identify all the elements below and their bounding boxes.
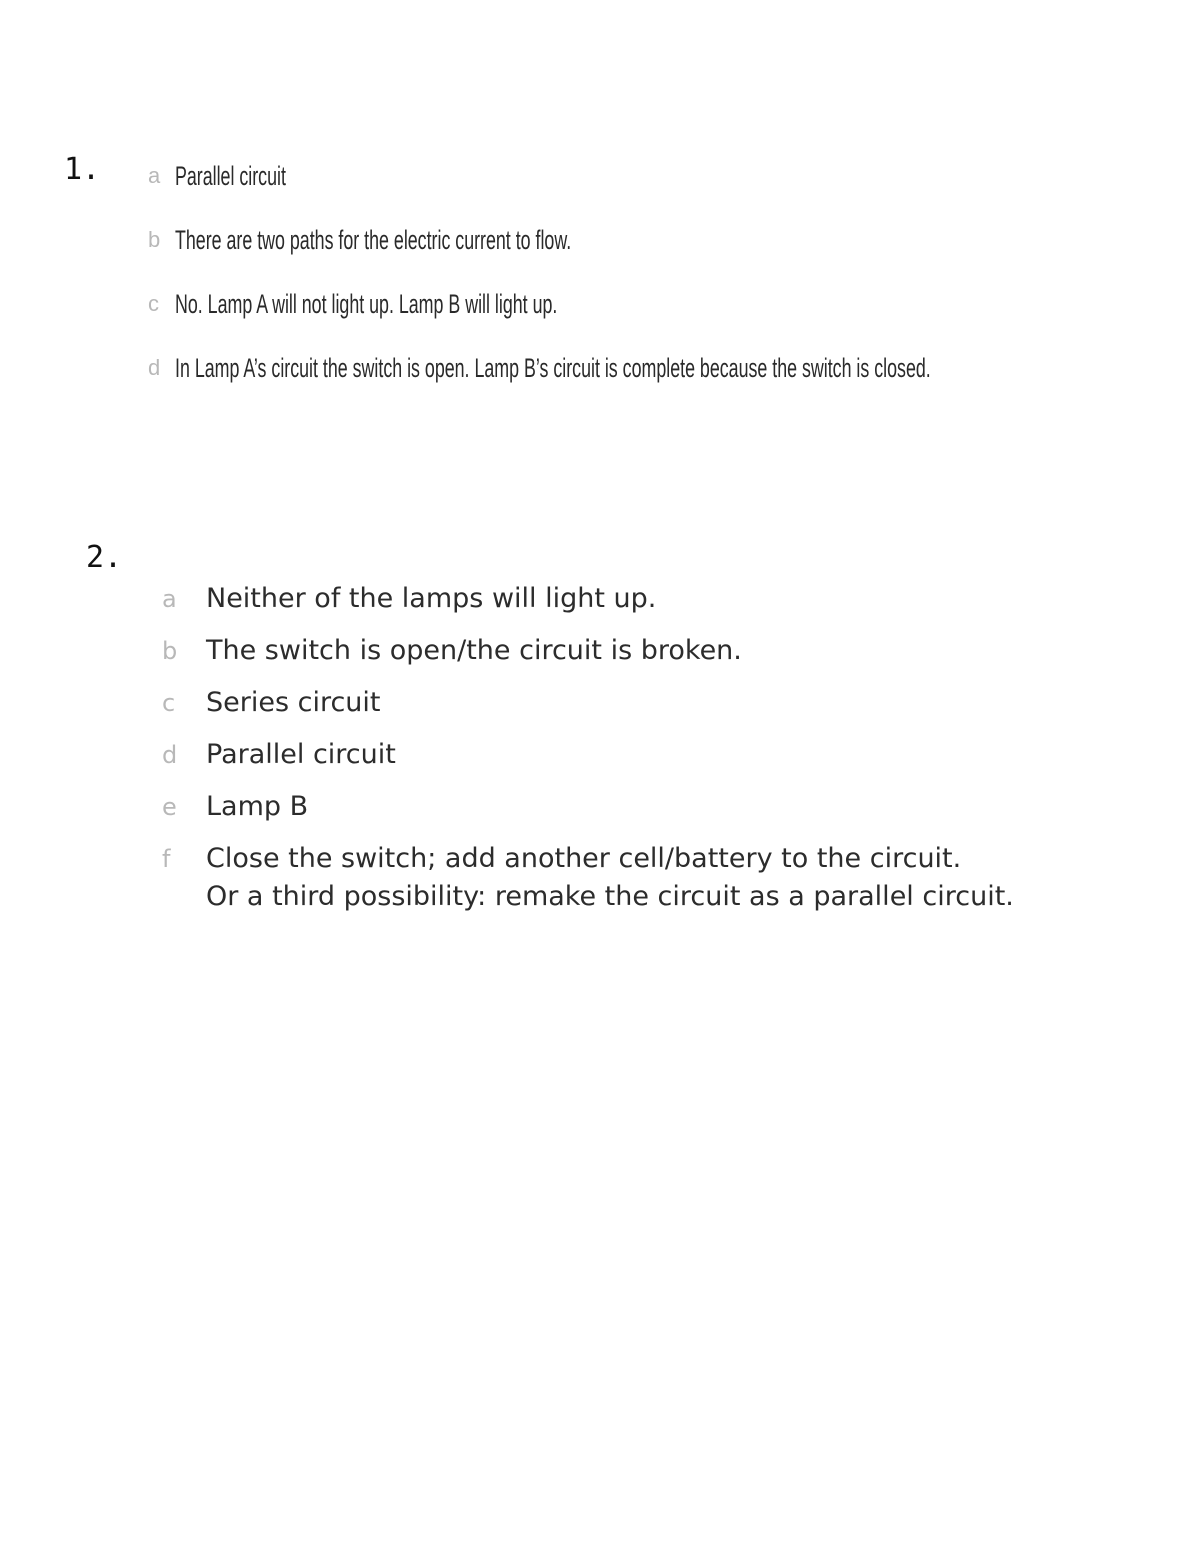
answer-item (148, 222, 1148, 286)
answer-item (162, 788, 1162, 826)
answer-list (162, 580, 1162, 930)
answer-item (162, 684, 1162, 722)
question-number: 1. (64, 152, 101, 187)
answer-letter: d (162, 741, 178, 769)
answer-text: No. Lamp A will not light up. Lamp B will light up. (175, 289, 558, 319)
answer-text: Parallel circuit (175, 161, 286, 191)
answer-item (148, 158, 1148, 222)
answer-text: In Lamp A’s circuit the switch is open. Lamp B’s circuit is complete because the switch is closed. (175, 353, 931, 383)
answer-letter: f (162, 845, 171, 873)
answer-item (162, 580, 1162, 618)
answer-text: Close the switch; add another cell/battery to the circuit. (206, 843, 962, 874)
question-number: 2. (86, 540, 123, 575)
answer-item (148, 286, 1148, 350)
answer-letter: d (148, 355, 161, 380)
answer-text: The switch is open/the circuit is broken. (206, 635, 742, 666)
answer-item (162, 736, 1162, 774)
answer-letter: c (148, 291, 159, 316)
answer-item (162, 840, 1162, 916)
answer-list (148, 158, 1148, 414)
answer-text: There are two paths for the electric current to flow. (175, 225, 572, 255)
answer-letter: e (162, 793, 177, 821)
answer-letter: a (162, 585, 177, 613)
answer-letter: a (148, 163, 161, 188)
answer-letter: c (162, 689, 176, 717)
answer-text: Neither of the lamps will light up. (206, 583, 657, 614)
answer-letter: b (148, 227, 161, 252)
answer-text-continued: Or a third possibility: remake the circuit as a parallel circuit. (206, 881, 1014, 912)
answer-text: Parallel circuit (206, 739, 396, 770)
answer-text: Series circuit (206, 687, 381, 718)
answer-item (148, 350, 1148, 414)
answer-item (162, 632, 1162, 670)
answer-text: Lamp B (206, 791, 309, 822)
answer-letter: b (162, 637, 178, 665)
